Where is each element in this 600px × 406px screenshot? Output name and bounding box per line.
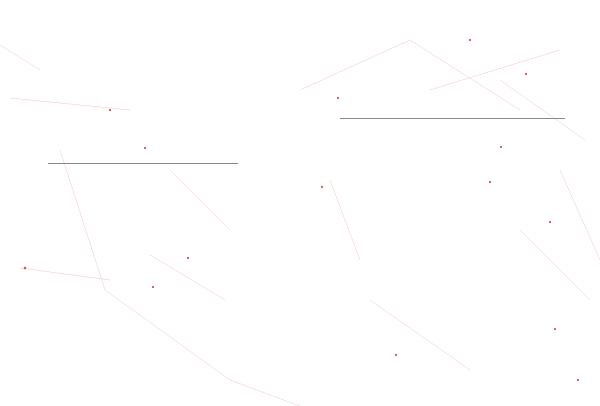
- chapter2-rule: [340, 118, 565, 119]
- chapter1-rule: [48, 163, 238, 164]
